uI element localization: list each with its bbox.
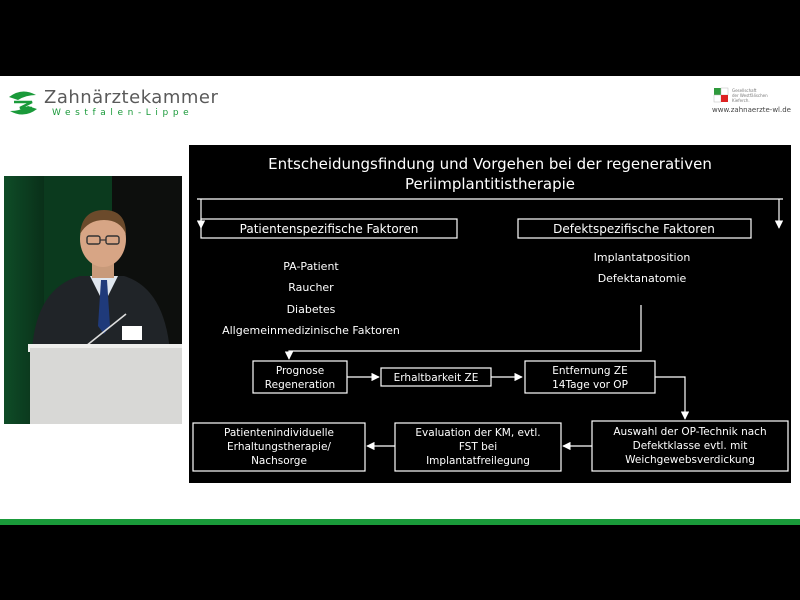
entfernung-label-line: 14Tage vor OP bbox=[552, 379, 628, 391]
chamber-logo bbox=[6, 86, 219, 122]
patient-factor-item: Diabetes bbox=[286, 303, 336, 316]
auswahl-label-line: Defektklasse evtl. mit bbox=[632, 440, 748, 452]
patient-factor-item: PA-Patient bbox=[283, 260, 339, 273]
patient-factors-label: Patientenspezifische Faktoren bbox=[239, 222, 419, 236]
evaluation-label-line: Evaluation der KM, evtl. bbox=[415, 427, 541, 439]
podium bbox=[30, 348, 182, 424]
prognose-label-line: Regeneration bbox=[264, 379, 336, 391]
defect-factor-item: Defektanatomie bbox=[597, 272, 687, 285]
decision-flowchart bbox=[189, 145, 791, 483]
slide-title-line2: Periimplantitistherapie bbox=[404, 175, 576, 193]
prognose-label-line: Prognose bbox=[275, 365, 325, 377]
defect-factor-item: Implantatposition bbox=[593, 251, 691, 264]
org-name: Zahnärztekammer bbox=[44, 87, 219, 108]
patient-factor-item: Raucher bbox=[288, 281, 334, 294]
partner-url: www.zahnaerzte-wl.de bbox=[712, 106, 791, 114]
nachsorge-label-line: Patientenindividuelle bbox=[223, 427, 335, 439]
partner-small-text: Gesellschaft der Westfälischen Kieferch. bbox=[732, 88, 768, 103]
nachsorge-label-line: Nachsorge bbox=[251, 455, 307, 467]
speaker-video bbox=[4, 176, 182, 424]
letterbox-top bbox=[0, 0, 800, 76]
slide-title-line1: Entscheidungsfindung und Vorgehen bei der regenerativen bbox=[268, 155, 712, 173]
letterbox-bottom bbox=[0, 525, 800, 600]
partner-flag-icon bbox=[712, 86, 732, 104]
evaluation-label-line: Implantatfreilegung bbox=[426, 455, 530, 467]
evaluation-label-line: FST bei bbox=[458, 441, 498, 453]
presentation-slide bbox=[189, 145, 791, 483]
entfernung-label-line: Entfernung ZE bbox=[552, 365, 628, 377]
erhaltbarkeit-label: Erhaltbarkeit ZE bbox=[393, 372, 479, 384]
auswahl-label-line: Auswahl der OP-Technik nach bbox=[613, 426, 767, 438]
auswahl-label-line: Weichgewebsverdickung bbox=[625, 454, 755, 466]
partner-logo bbox=[712, 86, 792, 116]
chamber-logo-icon bbox=[6, 88, 40, 118]
defect-factors-label: Defektspezifische Faktoren bbox=[553, 222, 715, 236]
patient-factor-item: Allgemeinmedizinische Faktoren bbox=[222, 324, 400, 337]
nachsorge-label-line: Erhaltungstherapie/ bbox=[227, 441, 331, 453]
org-region: Westfalen-Lippe bbox=[52, 108, 194, 118]
connector-entfernung-to-auswahl bbox=[655, 377, 685, 419]
